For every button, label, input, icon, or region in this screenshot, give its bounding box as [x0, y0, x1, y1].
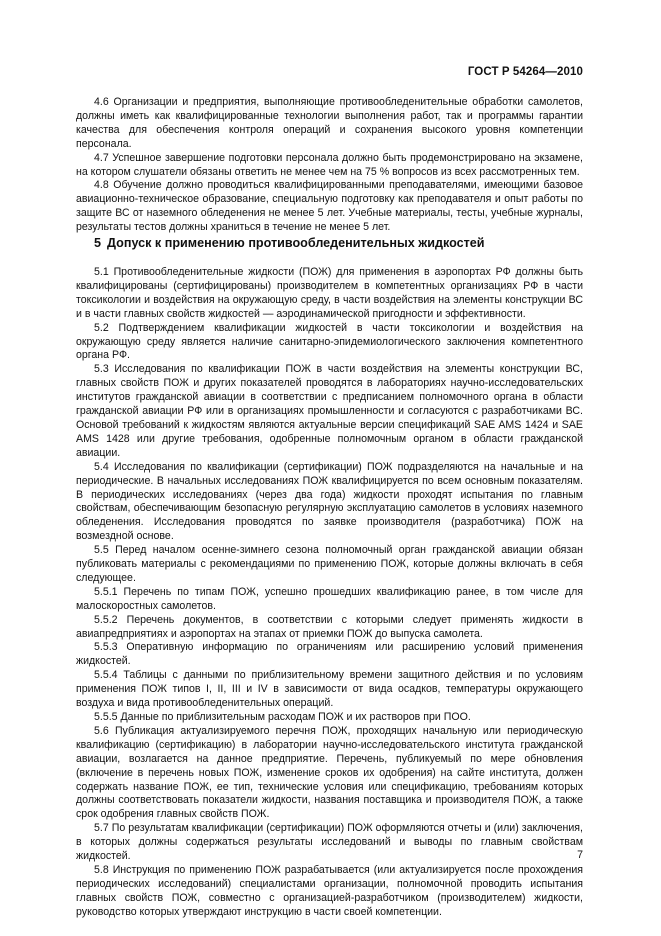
paragraph-5-5-5: 5.5.5 Данные по приблизительным расходам ПОЖ и их растворов при ПОО.	[94, 711, 471, 723]
paragraph-5-1: 5.1 Противообледенительные жидкости (ПОЖ) для применения в аэропортах РФ должны быть квалифицированы (сертифицированы) производителем в компетентных организациях РФ в части токсикологии и воздействия на окружающую среду, в части воздействия на элементы конструкции ВС и в части главных свойств жидкостей — аэродинамической пригодности и эффективности.	[76, 266, 583, 320]
paragraph-5-5-4: 5.5.4 Таблицы с данными по приблизительному времени защитного действия и по условиям применения ПОЖ типов I, II, III и IV в зависимости от вида осадков, температуры окружающего воздуха и вида противообледенительных операций.	[76, 669, 583, 710]
section-5-heading	[76, 235, 583, 251]
paragraph-5-5-3: 5.5.3 Оперативную информацию по ограничениям или расширению условий применения жидкостей.	[76, 641, 583, 668]
paragraph-5-7: 5.7 По результатам квалификации (сертификации) ПОЖ оформляются отчеты и (или) заключения, в которых должны содержаться результаты исследований и выводы по главным свойствам жидкостей.	[76, 822, 583, 863]
page-number: 7	[577, 849, 583, 861]
paragraph-5-4: 5.4 Исследования по квалификации (сертификации) ПОЖ подразделяются на начальные и на периодические. В начальных исследованиях ПОЖ квалифицируется по всем основным показателям. В периодических исследованиях (через два года) жидкости проходят испытания по главным свойствам, обеспечивающим безопасную регулярную эксплуатацию самолетов в условиях наземного обледенения. Исследования проводятся по заявке производителя (разработчика) ПОЖ на возмездной основе.	[76, 460, 583, 543]
document-code: ГОСТ Р 54264—2010	[467, 66, 583, 78]
section-4-continued	[76, 96, 583, 235]
paragraph-4-6: 4.6 Организации и предприятия, выполняющие противообледенительные обработки самолетов, должны иметь как квалифицированные технологии выполнения работ, так и программы гарантии качества для обеспечения контроля операций и сохранения высокого уровня компетенции персонала.	[76, 96, 583, 150]
section-number: 5	[94, 236, 102, 250]
paragraph-5-8: 5.8 Инструкция по применению ПОЖ разрабатывается (или актуализируется после прохождения периодических исследований) специалистами организации, полномочной проводить испытания главных свойств ПОЖ, совместно с организацией-разработчиком (производителем) жидкости, руководство которых утверждают инструкцию в части своей компетенции.	[76, 863, 583, 918]
paragraph-4-7: 4.7 Успешное завершение подготовки персонала должно быть продемонстрировано на экзамене, на котором слушатели обязаны ответить не менее чем на 75 % вопросов из всех рассмотренных тем.	[76, 151, 583, 178]
paragraph-5-5: 5.5 Перед началом осенне-зимнего сезона полномочный орган гражданской авиации обязан публиковать материалы с рекомендациями по применению ПОЖ, которые должны включать в себя следующее.	[76, 544, 583, 584]
paragraph-5-5-1: 5.5.1 Перечень по типам ПОЖ, успешно прошедших квалификацию ранее, в том числе для малоскоростных самолетов.	[76, 585, 583, 612]
paragraph-5-3: 5.3 Исследования по квалификации ПОЖ в части воздействия на элементы конструкции ВС, главных свойств ПОЖ и других показателей проводятся в лабораториях научно-исследовательских институтов гражданской авиации в соответствии с предписанием полномочного органа в области гражданской авиации РФ или в организациях промышленности и согласуются с разработчиками ВС. Основой требований к жидкостям являются актуальные версии спецификаций SAE AMS 1424 и SAE AMS 1428 или другие требования, одобренные полномочным органом в области гражданской авиации.	[76, 363, 583, 459]
paragraph-4-8: 4.8 Обучение должно проводиться квалифицированными преподавателями, имеющими базовое авиационно-техническое образование, специальную подготовку как преподавателя и опыт работы по защите ВС от наземного обледенения не менее 5 лет. Учебные материалы, тесты, учебные журналы, результаты тестов должны храниться в течение не менее 5 лет.	[76, 179, 583, 234]
paragraph-5-6: 5.6 Публикация актуализируемого перечня ПОЖ, проходящих начальную или периодическую квалификацию (сертификацию) в лаборатории научно-исследовательского института гражданской авиации, возлагается на данное предприятие. Перечень, публикуемый по мере обновления (включение в перечень новых ПОЖ, изменение сроков их одобрения) на сайте института, должен содержать название ПОЖ, ее тип, технические условия или спецификацию, требованиям которых должны соответствовать показатели жидкости, названия поставщика и производителя ПОЖ, а также срок одобрения главных свойств ПОЖ.	[76, 724, 583, 821]
paragraph-5-2: 5.2 Подтверждением квалификации жидкостей в части токсикологии и воздействия на окружающую среду является наличие санитарно-эпидемиологического заключения компетентного органа РФ.	[76, 321, 583, 362]
section-5-body	[76, 266, 583, 920]
section-title: Допуск к применению противообледенительных жидкостей	[107, 236, 485, 250]
paragraph-5-5-2: 5.5.2 Перечень документов, в соответствии с которыми следует применять жидкости в авиапредприятиях и аэропортах на этапах от приемки ПОЖ до выпуска самолета.	[76, 613, 583, 640]
